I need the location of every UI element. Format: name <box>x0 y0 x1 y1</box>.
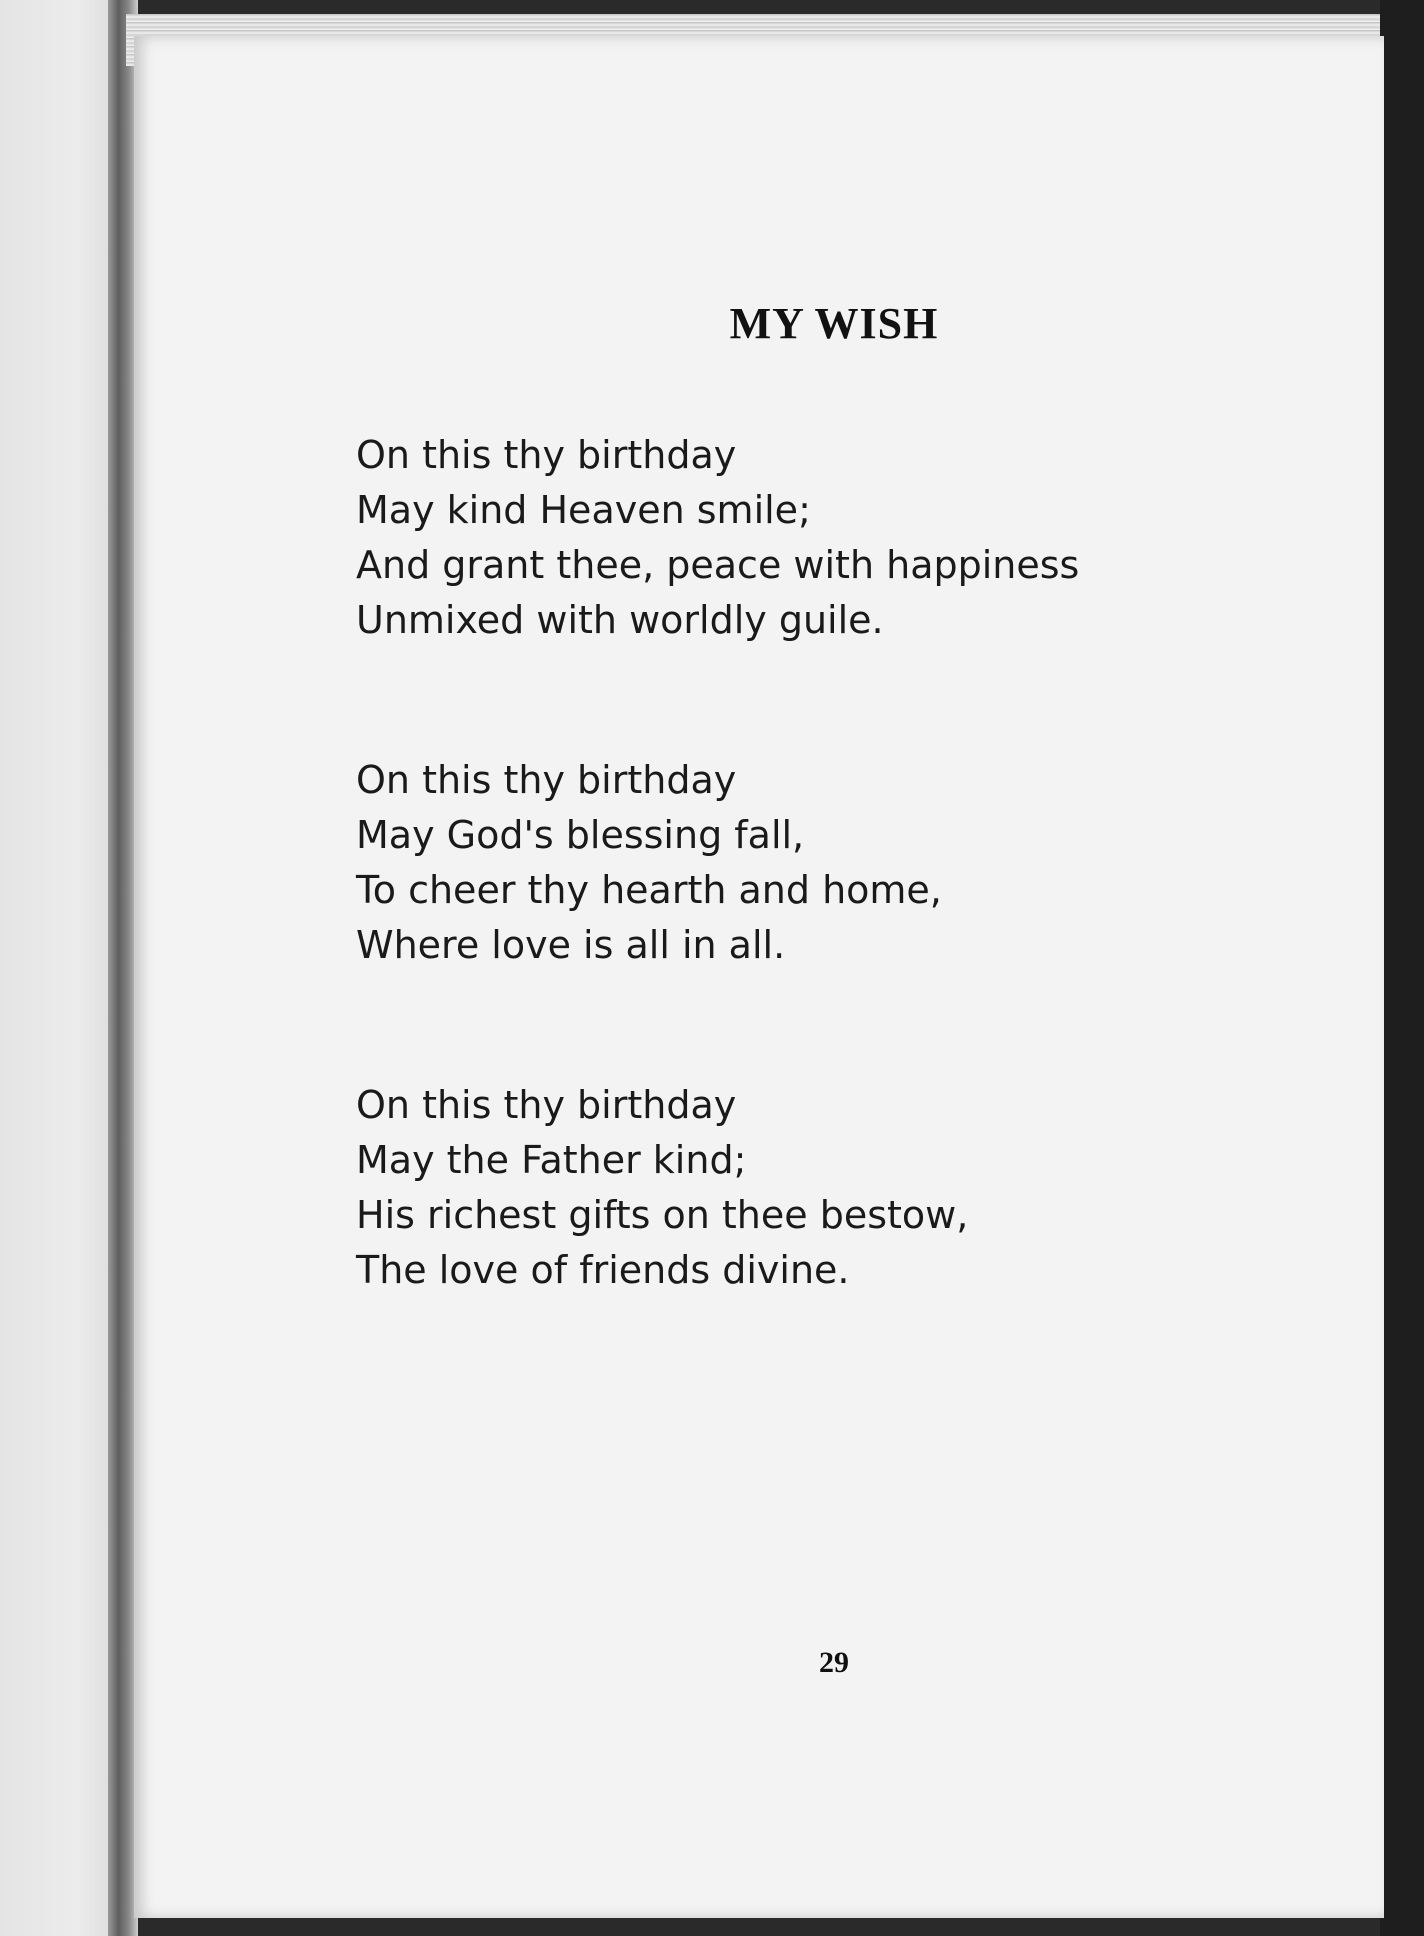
poem-line: May kind Heaven smile; <box>356 488 811 532</box>
book-page <box>134 36 1384 1918</box>
background-edge <box>1380 0 1424 1936</box>
stanza-2 <box>356 753 1079 973</box>
poem-body <box>356 428 1079 1403</box>
poem-line: On this thy birthday <box>356 1083 737 1127</box>
page-number: 29 <box>819 1646 849 1679</box>
poem-line: On this thy birthday <box>356 758 737 802</box>
poem-line: May the Father kind; <box>356 1138 747 1182</box>
stanza-1 <box>356 428 1079 648</box>
poem-line: And grant thee, peace with happiness <box>356 543 1080 587</box>
poem-line: To cheer thy hearth and home, <box>356 868 942 912</box>
poem-line: The love of friends divine. <box>356 1248 850 1292</box>
poem-title: MY WISH <box>729 299 939 348</box>
poem-line: On this thy birthday <box>356 433 737 477</box>
poem-line: Where love is all in all. <box>356 923 786 967</box>
poem-line: Unmixed with worldly guile. <box>356 598 884 642</box>
poem-line: His richest gifts on thee bestow, <box>356 1193 969 1237</box>
stanza-3 <box>356 1078 1079 1298</box>
poem-line: May God's blessing fall, <box>356 813 805 857</box>
